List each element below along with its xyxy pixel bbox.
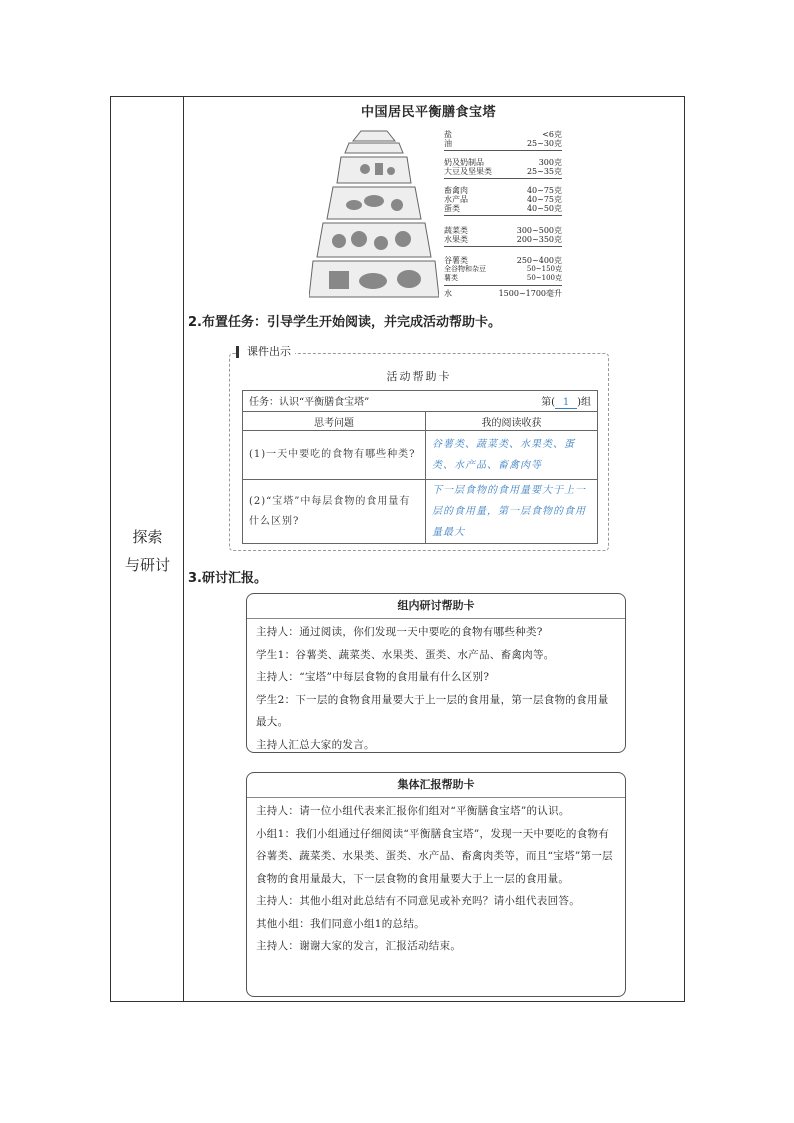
legend-amount: 25~35克 xyxy=(526,167,562,176)
task-label: 任务：认识“平衡膳食宝塔” xyxy=(249,397,370,408)
legend-row xyxy=(444,226,562,235)
legend-food: 蔬菜类 xyxy=(444,226,468,235)
legend-group-meat xyxy=(444,179,562,216)
legend-food: 水果类 xyxy=(444,235,468,244)
dialogue-line: 主持人：“宝塔”中每层食物的食用量有什么区别? xyxy=(256,671,490,683)
group-discussion-card xyxy=(246,593,626,753)
courseware-box xyxy=(229,345,609,551)
collective-card-title: 集体汇报帮助卡 xyxy=(247,773,625,798)
legend-amount: 300~500克 xyxy=(516,226,562,235)
legend-amount: 200~350克 xyxy=(516,235,562,244)
step-2-heading: 2.布置任务：引导学生开始阅读，并完成活动帮助卡。 xyxy=(188,315,501,330)
legend-food: 薯类 xyxy=(444,274,458,282)
legend-food: 谷薯类 xyxy=(444,256,468,265)
legend-row xyxy=(444,167,562,176)
courseware-tag: 课件出示 xyxy=(236,346,295,358)
pyramid-legend xyxy=(444,128,562,299)
dialogue-line: 主持人：谢谢大家的发言，汇报活动结束。 xyxy=(256,940,462,952)
legend-row xyxy=(444,139,562,148)
legend-amount: 40~75克 xyxy=(526,195,562,204)
pyramid-title: 中国居民平衡膳食宝塔 xyxy=(361,105,497,120)
collective-report-card xyxy=(246,772,626,997)
dialogue-line: 主持人：请一位小组代表来汇报你们组对“平衡膳食宝塔”的认识。 xyxy=(256,805,570,817)
legend-amount: 250~400克 xyxy=(516,256,562,265)
legend-amount: 50~100克 xyxy=(526,274,562,282)
dialogue-line: 小组1：我们小组通过仔细阅读“平衡膳食宝塔”，发现一天中要吃的食物有谷薯类、蔬菜类、水果类、蛋类、水产品、畜禽肉类等，而且“宝塔”第一层食物的食用量最大，下一层食物的食用量要大于上一层的食用量。 xyxy=(256,827,613,885)
section-label xyxy=(111,523,184,579)
legend-food: 水产品 xyxy=(444,195,468,204)
legend-row xyxy=(444,158,562,167)
legend-amount: 40~50克 xyxy=(526,204,562,213)
legend-amount: 300克 xyxy=(538,158,562,167)
dialogue-line: 学生2：下一层的食物食用量要大于上一层的食用量，第一层食物的食用量最大。 xyxy=(256,693,609,728)
legend-amount: <6克 xyxy=(542,130,562,139)
legend-food: 蛋类 xyxy=(444,204,460,213)
group-card-title: 组内研讨帮助卡 xyxy=(247,594,625,619)
legend-row xyxy=(444,256,562,265)
question-cell: (1)一天中要吃的食物有哪些种类? xyxy=(243,431,426,480)
dialogue-line: 主持人：其他小组对此总结有不同意见或补充吗？请小组代表回答。 xyxy=(256,895,580,907)
legend-row xyxy=(444,235,562,244)
legend-row xyxy=(444,130,562,139)
legend-row xyxy=(444,204,562,213)
legend-amount: 50~150克 xyxy=(526,265,562,273)
dialogue-line: 学生1：谷薯类、蔬菜类、水果类、蛋类、水产品、畜禽肉等。 xyxy=(256,648,555,661)
col-question-header: 思考问题 xyxy=(243,412,426,431)
table-row xyxy=(243,480,598,544)
group-prefix: 第( xyxy=(541,397,556,408)
lesson-table xyxy=(110,96,685,1002)
question-cell: (2)“宝塔”中每层食物的食用量有什么区别? xyxy=(243,480,426,544)
answer-cell: 下一层食物的食用量要大于上一层的食用量，第一层食物的食用量最大 xyxy=(426,480,598,544)
legend-food: 奶及奶制品 xyxy=(444,158,484,167)
dialogue-line: 主持人汇总大家的发言。 xyxy=(256,738,375,751)
legend-row xyxy=(444,274,562,283)
answer-cell: 谷薯类、蔬菜类、水果类、蛋类、水产品、畜禽肉等 xyxy=(426,431,598,480)
group-suffix: )组 xyxy=(577,397,591,408)
legend-food: 全谷物和杂豆 xyxy=(444,265,486,273)
legend-row xyxy=(444,265,562,274)
food-pyramid-illustration xyxy=(309,129,439,301)
section-label-line-1: 探索 xyxy=(132,528,163,546)
group-number: 1 xyxy=(555,397,577,409)
content-column xyxy=(184,97,684,1001)
legend-group-grains xyxy=(444,247,562,286)
legend-amount: 40~75克 xyxy=(526,186,562,195)
section-label-column xyxy=(111,97,184,1001)
legend-food: 油 xyxy=(444,139,452,148)
legend-group-dairy xyxy=(444,151,562,179)
legend-amount: 25~30克 xyxy=(526,139,562,148)
collective-card-body xyxy=(247,798,625,962)
activity-table xyxy=(242,390,598,544)
legend-group-vegetables xyxy=(444,216,562,247)
legend-food: 大豆及坚果类 xyxy=(444,167,492,176)
dialogue-line: 主持人：通过阅读，你们发现一天中要吃的食物有哪些种类? xyxy=(256,626,543,638)
group-number-field xyxy=(541,393,591,409)
task-row xyxy=(243,391,598,412)
legend-amount: 1500~1700毫升 xyxy=(498,289,562,298)
step-3-heading: 3.研讨汇报。 xyxy=(188,571,267,586)
legend-row xyxy=(444,186,562,195)
section-label-line-2: 与研讨 xyxy=(124,556,170,574)
legend-food: 盐 xyxy=(444,130,452,139)
table-row xyxy=(243,431,598,480)
legend-food: 水 xyxy=(444,289,452,298)
dialogue-line: 其他小组：我们同意小组1的总结。 xyxy=(256,917,425,930)
legend-row xyxy=(444,195,562,204)
group-card-body xyxy=(247,619,625,760)
col-answer-header: 我的阅读收获 xyxy=(426,412,598,431)
legend-row-water xyxy=(444,286,562,299)
legend-food: 畜禽肉 xyxy=(444,186,468,195)
header-row xyxy=(243,412,598,431)
activity-card-title: 活动帮助卡 xyxy=(386,370,452,383)
legend-group-top xyxy=(444,128,562,151)
